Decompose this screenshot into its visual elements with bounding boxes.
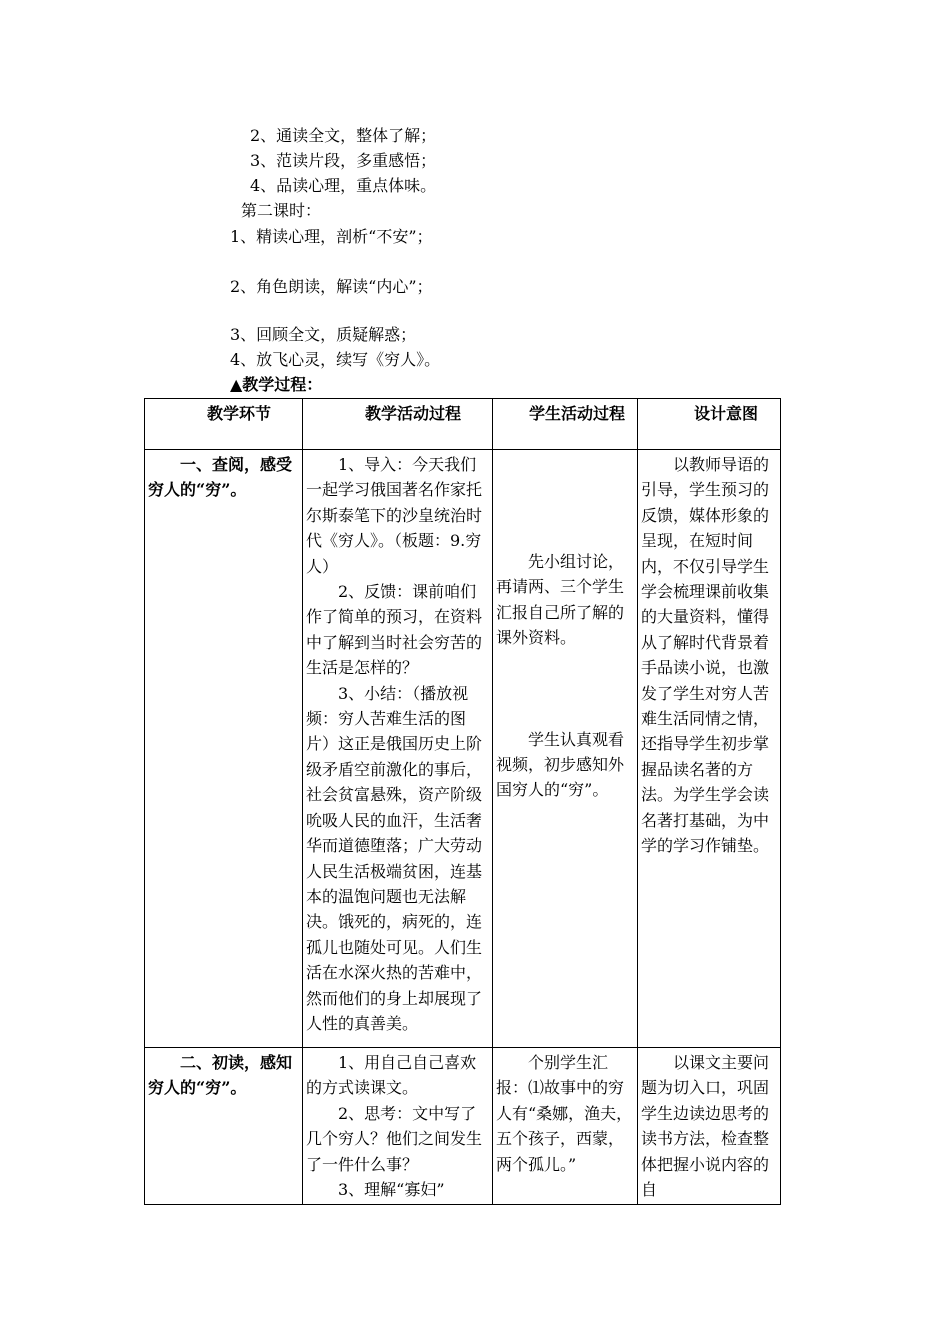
intro-line-8: 4、放飞心灵，续写《穷人》。	[230, 350, 441, 369]
teacher-step: 2、反馈：课前咱们作了简单的预习，在资料中了解到当时社会穷苦的生活是怎样的？	[306, 582, 483, 678]
header-design-intent: 设计意图	[638, 399, 781, 450]
teacher-activity-cell	[303, 1048, 493, 1205]
process-heading: ▲教学过程：	[230, 375, 323, 394]
stage-cell: 二、初读，感知穷人的“穷”。	[145, 1048, 303, 1205]
student-step: 个别学生汇报：⑴故事中的穷人有“桑娜，渔夫，五个孩子，西蒙，两个孤儿。”	[496, 1053, 633, 1174]
header-student-activity: 学生活动过程	[493, 399, 638, 450]
teacher-step: 3、小结：（播放视频：穷人苦难生活的图片）这正是俄国历史上阶级矛盾空前激化的事后，社会贫富悬殊，资产阶级吮吸人民的血汗，生活奢华而道德堕落；广大劳动人民生活极端贫困，连基本的温饱问题也无法解决。饿死的，病死的，连孤儿也随处可见。人们生活在水深火热的苦难中，然而他们的身上却展现了人性的真善美。	[306, 683, 483, 1033]
student-activity-cell	[493, 1048, 638, 1205]
intro-line-7: 3、回顾全文，质疑解惑；	[230, 325, 417, 344]
spacer	[496, 651, 634, 727]
teacher-step: 2、思考：文中写了几个穷人？他们之间发生了一件什么事？	[306, 1103, 483, 1174]
table-row	[145, 450, 781, 1048]
header-stage: 教学环节	[145, 399, 303, 450]
teacher-step: 1、用自己自己喜欢的方式读课文。	[306, 1053, 477, 1098]
table-header-row	[145, 399, 781, 450]
intro-line-1: 2、通读全文，整体了解；	[250, 126, 437, 145]
stage-cell: 一、查阅，感受穷人的“穷”。	[145, 450, 303, 1048]
design-intent-cell: 以课文主要问题为切入口，巩固学生边读边思考的读书方法，检查整体把握小说内容的自	[638, 1048, 781, 1205]
spacer	[496, 452, 634, 549]
student-activity-cell	[493, 450, 638, 1048]
lesson-plan-table	[144, 398, 781, 1205]
student-step: 先小组讨论，再请两、三个学生汇报自己所了解的课外资料。	[496, 552, 625, 648]
second-lesson-title: 第二课时：	[241, 201, 322, 220]
teacher-activity-cell	[303, 450, 493, 1048]
intro-line-6: 2、角色朗读，解读“内心”；	[230, 277, 433, 296]
header-teacher-activity: 教学活动过程	[303, 399, 493, 450]
teacher-step: 1、导入：今天我们一起学习俄国著名作家托尔斯泰笔下的沙皇统治时代《穷人》。（板题：9.穷人）	[306, 455, 483, 576]
teacher-step: 3、理解“寡妇”	[338, 1180, 445, 1200]
intro-line-5: 1、精读心理，剖析“不安”；	[230, 227, 433, 246]
design-intent-cell: 以教师导语的引导，学生预习的反馈，媒体形象的呈现，在短时间内，不仅引导学生学会梳理课前收集的大量资料，懂得从了解时代背景着手品读小说，也激发了学生对穷人苦难生活同情之情，还指导学生初步掌握品读名著的方法。为学生学会读名著打基础，为中学的学习作铺垫。	[638, 450, 781, 1048]
table-row	[145, 1048, 781, 1205]
intro-line-3: 4、品读心理，重点体味。	[250, 176, 437, 195]
intro-line-2: 3、范读片段，多重感悟；	[250, 151, 437, 170]
student-step: 学生认真观看视频，初步感知外国穷人的“穷”。	[496, 729, 625, 800]
